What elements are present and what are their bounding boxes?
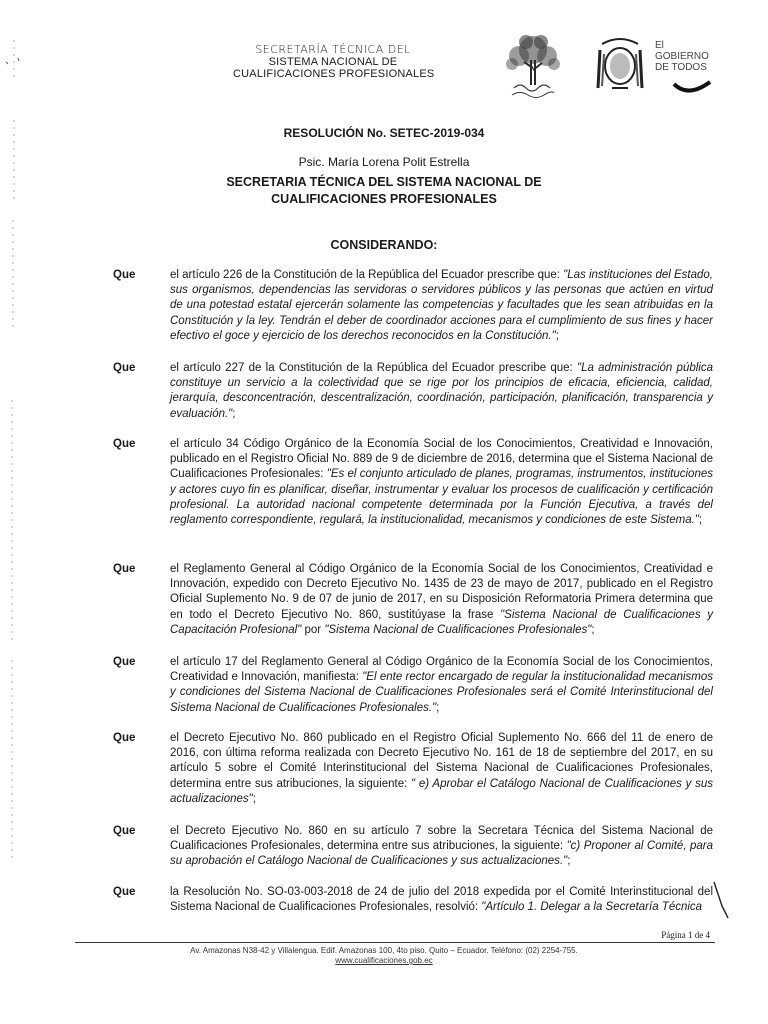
paragraph-quote: "Artículo 1. Delegar a la Secretaría Técnica	[481, 901, 703, 914]
gov-line-3: DE TODOS	[655, 62, 707, 73]
que-label: Que	[113, 563, 136, 575]
paragraph-quote: "La administración pública constituye un servicio a la colectividad que se rige por los principios de eficacia, eficiencia, calidad, jerarquía, desconcentración, descentralización, coordinación, participación, planificación, transparencia y evaluación."	[170, 362, 713, 420]
paragraph-quote: "El ente rector encargado de regular la institucionalidad mecanismos y condiciones del Sistema Nacional de Cualificaciones Profesionales será el Comité Interinstitucional del Sistema Nacional de Cualificaciones Profesionales."	[170, 671, 713, 714]
paragraph-plain: el Decreto Ejecutivo No. 860 en su artículo 7 sobre la Secretara Técnica del Sistema Nacional de Cualificaciones Profesionales, determina entre sus atribuciones, la siguiente:	[170, 825, 713, 853]
paragraph-text	[170, 885, 713, 915]
secretaria-line-2: CUALIFICACIONES PROFESIONALES	[271, 192, 497, 206]
paragraph-tail: ;	[698, 514, 703, 527]
paragraph-tail: ;	[555, 329, 559, 342]
paragraph	[113, 562, 713, 638]
paragraph-tail: ;	[436, 701, 440, 714]
que-label: Que	[113, 825, 136, 837]
paragraph-mid: por	[301, 623, 325, 636]
paragraph	[113, 437, 713, 528]
paragraph-text	[170, 655, 713, 716]
footer-address-block	[0, 946, 768, 966]
paragraph-tail: ;	[232, 407, 236, 420]
paragraph-quote: "Es el conjunto articulado de planes, programas, instrumentos, instituciones y actores cuyo fin es planificar, diseñar, instrumentar y evaluar los procesos de cualificación y certificación profesional. La autoridad nacional competente determinada por la Función Ejecutiva, a través del reglamento correspondiente, regulará, la institucionalidad, mecanismos y condiciones de este Sistema."	[170, 468, 713, 527]
paragraph	[113, 655, 713, 716]
swoosh-icon	[672, 78, 712, 94]
paragraph-quote-2: "Sistema Nacional de Cualificaciones Profesionales"	[324, 623, 592, 636]
considerando-heading: CONSIDERANDO:	[330, 238, 438, 252]
paragraph-plain: la Resolución No. SO-03-003-2018 de 24 de julio del 2018 expedida por el Comité Interinstitucional del Sistema Nacional de Cualificaciones Profesionales, resolvió:	[170, 886, 713, 914]
footer-website[interactable]: www.cualificaciones.gob.ec	[335, 956, 433, 965]
que-label: Que	[113, 732, 136, 744]
que-label: Que	[113, 886, 136, 898]
paragraph-text	[170, 437, 713, 528]
paragraph	[113, 731, 713, 807]
paragraph-plain: el Decreto Ejecutivo No. 860 publicado en el Registro Oficial Suplemento No. 666 del 11 de enero de 2016, con última reforma realizada con Decreto Ejecutivo No. 161 de 18 de septiembre del 2017, en su artículo 5 sobre el Comité Interinstitucional del Sistema Nacional de Cualificaciones Profesionales, determina entre sus atribuciones, la siguiente:	[170, 732, 713, 790]
paragraph	[113, 268, 713, 344]
paragraph-tail: ;	[252, 792, 256, 805]
paragraph-plain: el artículo 17 del Reglamento General al Código Orgánico de la Economía Social de los Conocimientos, Creatividad e Innovación, manifiesta:	[170, 656, 713, 684]
scan-edge-marks	[0, 0, 20, 1024]
org-line-2: SISTEMA NACIONAL DE	[268, 56, 398, 68]
page-number: Página 1 de 4	[661, 930, 710, 940]
paragraph-quote: "Las instituciones del Estado, sus organismos, dependencias las servidoras o servidores públicos y las personas que actúen en virtud de una potestad estatal ejercerán solamente las competencias y facultades que les sean atribuidas en la Constitución y la ley. Tendrán el deber de coordinador acciones para el cumplimiento de sus fines y hacer efectivo el goce y ejercicio de los derechos reconocidos en la Constitución."	[170, 269, 713, 342]
paragraph-text	[170, 824, 713, 870]
paragraph-text	[170, 361, 713, 422]
paragraph-quote: "c) Proponer al Comité, para su aprobación el Catálogo Nacional de Cualificaciones y sus actualizaciones."	[170, 840, 713, 868]
paragraph-tail: ;	[591, 623, 595, 636]
secretaria-title	[0, 174, 768, 208]
paragraph-quote: "Sistema Nacional de Cualificaciones y Capacitación Profesional"	[170, 608, 713, 636]
footer-divider	[75, 942, 715, 943]
pen-stroke-mark	[712, 880, 730, 920]
paragraph-text	[170, 562, 713, 638]
que-label: Que	[113, 269, 136, 281]
que-label: Que	[113, 656, 136, 668]
footer-address: Av. Amazonas N38-42 y Villalengua. Edif. Amazonas 100, 4to piso. Quito – Ecuador. Teléfono: (02) 2254-755.	[190, 946, 578, 955]
paragraph	[113, 824, 713, 870]
secretaria-line-1: SECRETARIA TÉCNICA DEL SISTEMA NACIONAL DE	[226, 175, 542, 189]
paragraph-plain: el Reglamento General al Código Orgánico de la Economía Social de los Conocimientos, Creatividad e Innovación, expedido con Decreto Ejecutivo No. 1435 de 23 de mayo de 2017, publicado en el Registro Oficial Suplemento No. 9 de 07 de junio de 2017, en su Disposición Reformatoria Primera determina que en todo el Decreto Ejecutivo No. 860, sustitúyase la frase	[170, 563, 713, 621]
paragraph	[113, 361, 713, 422]
paragraph-text	[170, 731, 713, 807]
government-brand	[655, 40, 709, 73]
tree-logo-icon	[494, 30, 572, 102]
gov-line-2: GOBIERNO	[655, 51, 709, 62]
paragraph-tail: ;	[567, 855, 571, 868]
resolution-number: RESOLUCIÓN No. SETEC-2019-034	[283, 126, 485, 140]
org-header	[233, 44, 433, 80]
org-line-1: SECRETARÍA TÉCNICA DEL	[255, 43, 411, 56]
que-label: Que	[113, 362, 136, 374]
gov-line-1: El	[655, 40, 664, 51]
signer-name: Psic. María Lorena Polit Estrella	[298, 155, 470, 169]
que-label: Que	[113, 438, 136, 450]
coat-of-arms-icon	[594, 36, 646, 96]
org-line-3: CUALIFICACIONES PROFESIONALES	[233, 68, 435, 80]
paragraph-text	[170, 268, 713, 344]
paragraph	[113, 885, 713, 915]
paragraph-plain: el artículo 226 de la Constitución de la República del Ecuador prescribe que:	[170, 269, 564, 281]
paragraph-plain: el artículo 227 de la Constitución de la República del Ecuador prescribe que:	[170, 362, 578, 374]
paragraph-quote: " e) Aprobar el Catálogo Nacional de Cualificaciones y sus actualizaciones"	[170, 777, 713, 805]
paragraph-plain: el artículo 34 Código Orgánico de la Economía Social de los Conocimientos, Creatividad e Innovación, publicado en el Registro Oficial No. 889 de 9 de diciembre de 2016, determina que el Sistema Nacional de Cualificaciones Profesionales:	[170, 438, 713, 481]
